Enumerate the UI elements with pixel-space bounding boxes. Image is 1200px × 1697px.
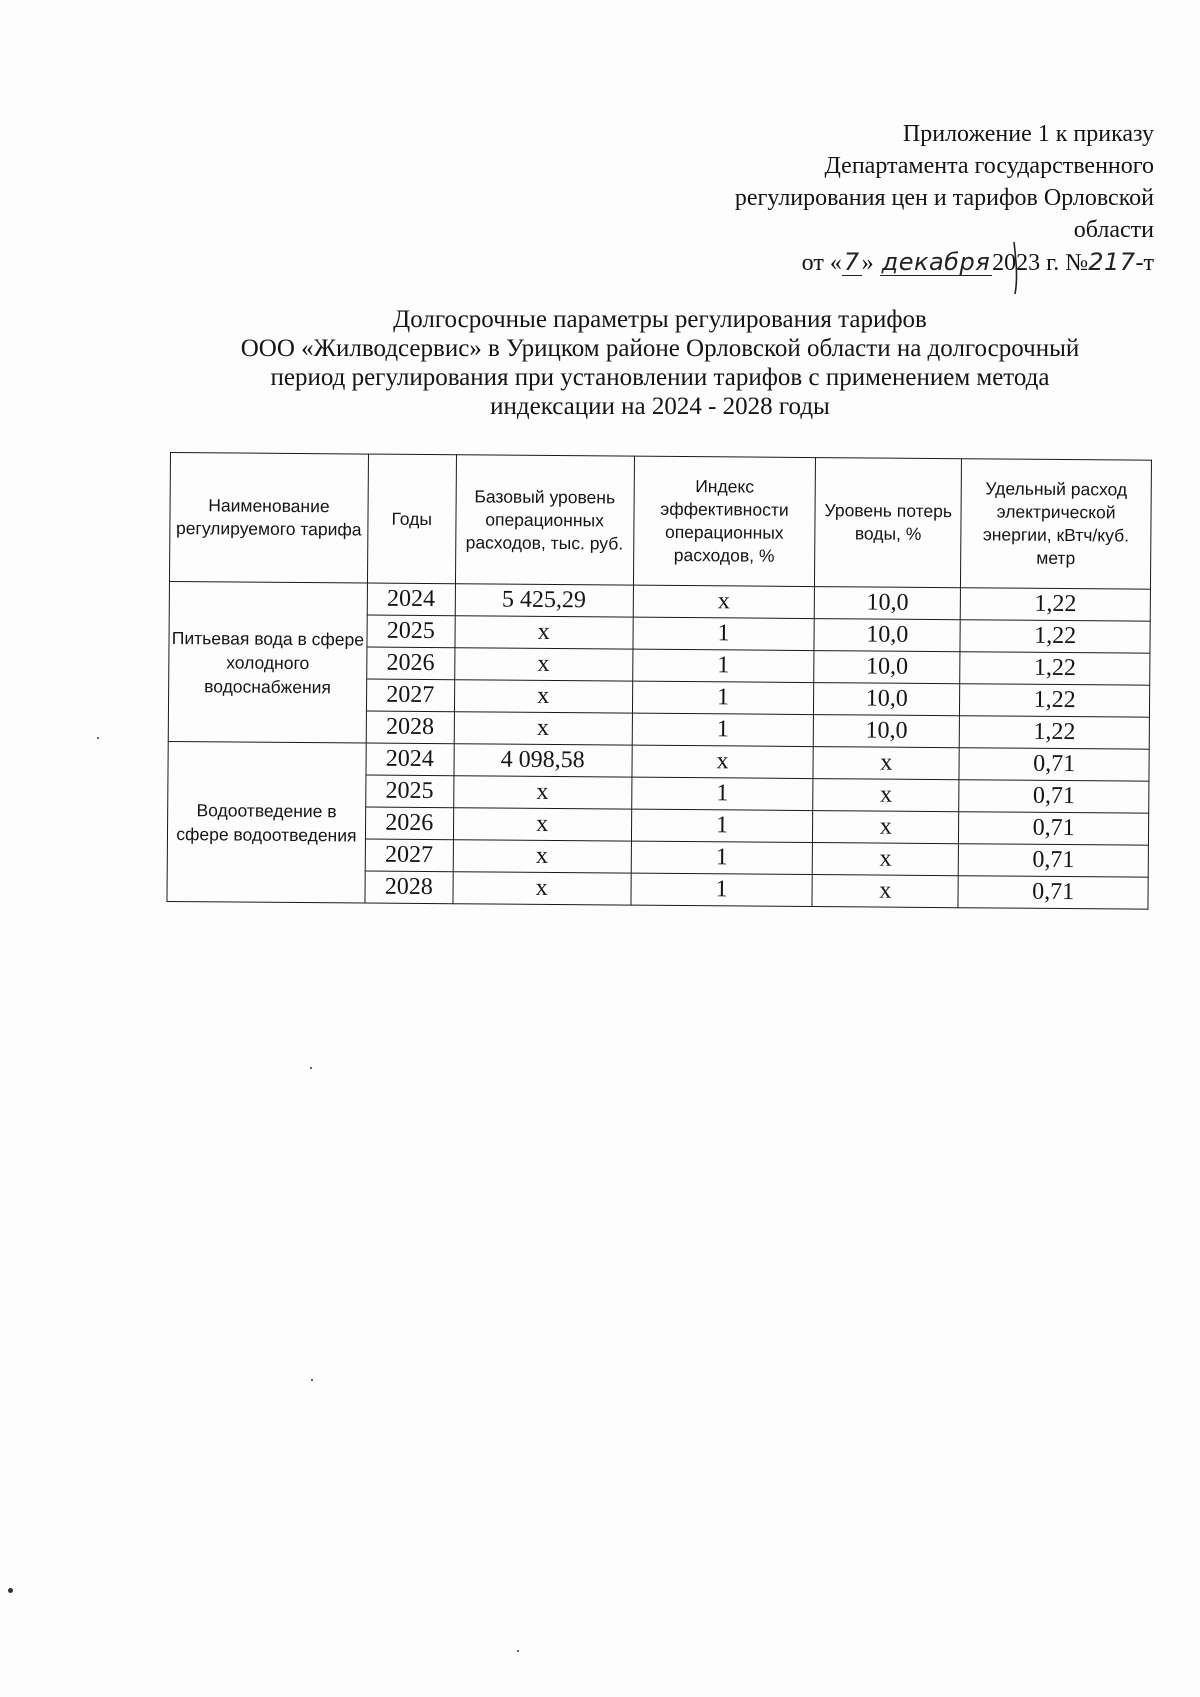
cell-water-loss: 10,0 xyxy=(814,715,960,748)
cell-water-loss: 10,0 xyxy=(814,683,960,716)
cell-efficiency-index: 1 xyxy=(632,649,814,682)
cell-water-loss: х xyxy=(813,843,959,876)
cell-year: 2026 xyxy=(365,807,453,840)
date-mid: » xyxy=(861,250,880,276)
cell-energy: 0,71 xyxy=(958,876,1148,909)
cell-energy: 0,71 xyxy=(958,844,1148,877)
group-name-wastewater: Водоотведение в сфере водоотведения xyxy=(167,741,366,903)
cell-efficiency-index: х xyxy=(631,745,813,778)
cell-base-opex: х xyxy=(454,712,632,745)
table-row xyxy=(169,581,1150,621)
cell-base-opex: х xyxy=(453,808,631,841)
cell-energy: 0,71 xyxy=(959,780,1149,813)
handwriting-stroke xyxy=(1000,240,1030,300)
scan-speck xyxy=(311,1379,313,1381)
cell-base-opex: 5 425,29 xyxy=(455,584,633,617)
handwritten-month: декабря xyxy=(881,248,991,276)
cell-efficiency-index: 1 xyxy=(632,713,814,746)
header-efficiency-index: Индекс эффективности операционных расходов, % xyxy=(633,456,816,586)
header-years: Годы xyxy=(367,454,456,584)
scan-speck xyxy=(97,737,99,739)
cell-year: 2026 xyxy=(367,647,455,680)
cell-base-opex: х xyxy=(453,776,631,809)
header-water-loss: Уровень потерь воды, % xyxy=(815,458,962,588)
cell-water-loss: х xyxy=(813,747,959,780)
title-line-1: Долгосрочные параметры регулирования тарифов xyxy=(393,306,927,333)
cell-year: 2025 xyxy=(367,615,455,648)
scan-speck xyxy=(8,1588,13,1593)
tariff-parameters-table xyxy=(166,452,1152,910)
cell-efficiency-index: 1 xyxy=(632,681,814,714)
cell-water-loss: 10,0 xyxy=(814,651,960,684)
cell-energy: 0,71 xyxy=(959,748,1149,781)
cell-efficiency-index: х xyxy=(633,585,815,618)
cell-energy: 1,22 xyxy=(960,620,1150,653)
order-date-line xyxy=(735,246,1154,279)
cell-water-loss: х xyxy=(813,811,959,844)
cell-base-opex: х xyxy=(454,680,632,713)
cell-water-loss: 10,0 xyxy=(815,587,961,620)
scan-speck xyxy=(517,1650,519,1652)
cell-year: 2028 xyxy=(365,871,453,904)
title-line-4: индексации на 2024 - 2028 годы xyxy=(490,393,830,420)
date-year: 2023 г. № xyxy=(992,250,1089,276)
appendix-line-4: области xyxy=(1073,217,1154,243)
table-row xyxy=(168,741,1149,781)
appendix-line-1: Приложение 1 к приказу xyxy=(902,121,1154,147)
cell-energy: 0,71 xyxy=(959,812,1149,845)
cell-base-opex: х xyxy=(453,840,631,873)
cell-year: 2027 xyxy=(366,679,454,712)
date-prefix: от « xyxy=(801,250,842,276)
appendix-line-3: регулирования цен и тарифов Орловской xyxy=(734,185,1154,211)
cell-year: 2027 xyxy=(365,839,453,872)
handwritten-day: 7 xyxy=(843,248,860,276)
date-suffix: -т xyxy=(1135,250,1154,276)
cell-base-opex: х xyxy=(454,648,632,681)
cell-efficiency-index: 1 xyxy=(632,617,814,650)
cell-water-loss: х xyxy=(813,779,959,812)
header-tariff-name: Наименование регулируемого тарифа xyxy=(169,453,368,584)
cell-year: 2028 xyxy=(366,711,454,744)
title-line-2: ООО «Жилводсервис» в Урицком районе Орловской области на долгосрочный xyxy=(240,335,1080,362)
appendix-line-2: Департамента государственного xyxy=(824,153,1154,179)
cell-energy: 1,22 xyxy=(960,588,1150,621)
header-energy-consumption: Удельный расход электрической энергии, кВтч/куб. метр xyxy=(961,459,1152,589)
cell-energy: 1,22 xyxy=(960,652,1150,685)
cell-efficiency-index: 1 xyxy=(630,873,812,906)
handwritten-order-number: 217 xyxy=(1088,248,1136,276)
cell-year: 2024 xyxy=(367,583,455,616)
document-title xyxy=(160,305,1160,421)
title-line-3: период регулирования при установлении тарифов с применением метода xyxy=(270,364,1050,391)
cell-efficiency-index: 1 xyxy=(631,777,813,810)
appendix-block xyxy=(735,118,1154,279)
cell-efficiency-index: 1 xyxy=(631,809,813,842)
header-base-opex: Базовый уровень операционных расходов, тыс. руб. xyxy=(455,455,634,585)
cell-energy: 1,22 xyxy=(960,684,1150,717)
group-name-drinking-water: Питьевая вода в сфере холодного водоснабжения xyxy=(168,581,367,743)
cell-water-loss: х xyxy=(812,875,958,908)
cell-base-opex: х xyxy=(453,872,631,905)
cell-water-loss: 10,0 xyxy=(814,619,960,652)
cell-efficiency-index: 1 xyxy=(631,841,813,874)
cell-base-opex: х xyxy=(455,616,633,649)
cell-energy: 1,22 xyxy=(959,716,1149,749)
scan-speck xyxy=(310,1067,312,1069)
cell-year: 2024 xyxy=(366,743,454,776)
cell-year: 2025 xyxy=(366,775,454,808)
cell-base-opex: 4 098,58 xyxy=(454,744,632,777)
table-header-row xyxy=(169,453,1151,590)
